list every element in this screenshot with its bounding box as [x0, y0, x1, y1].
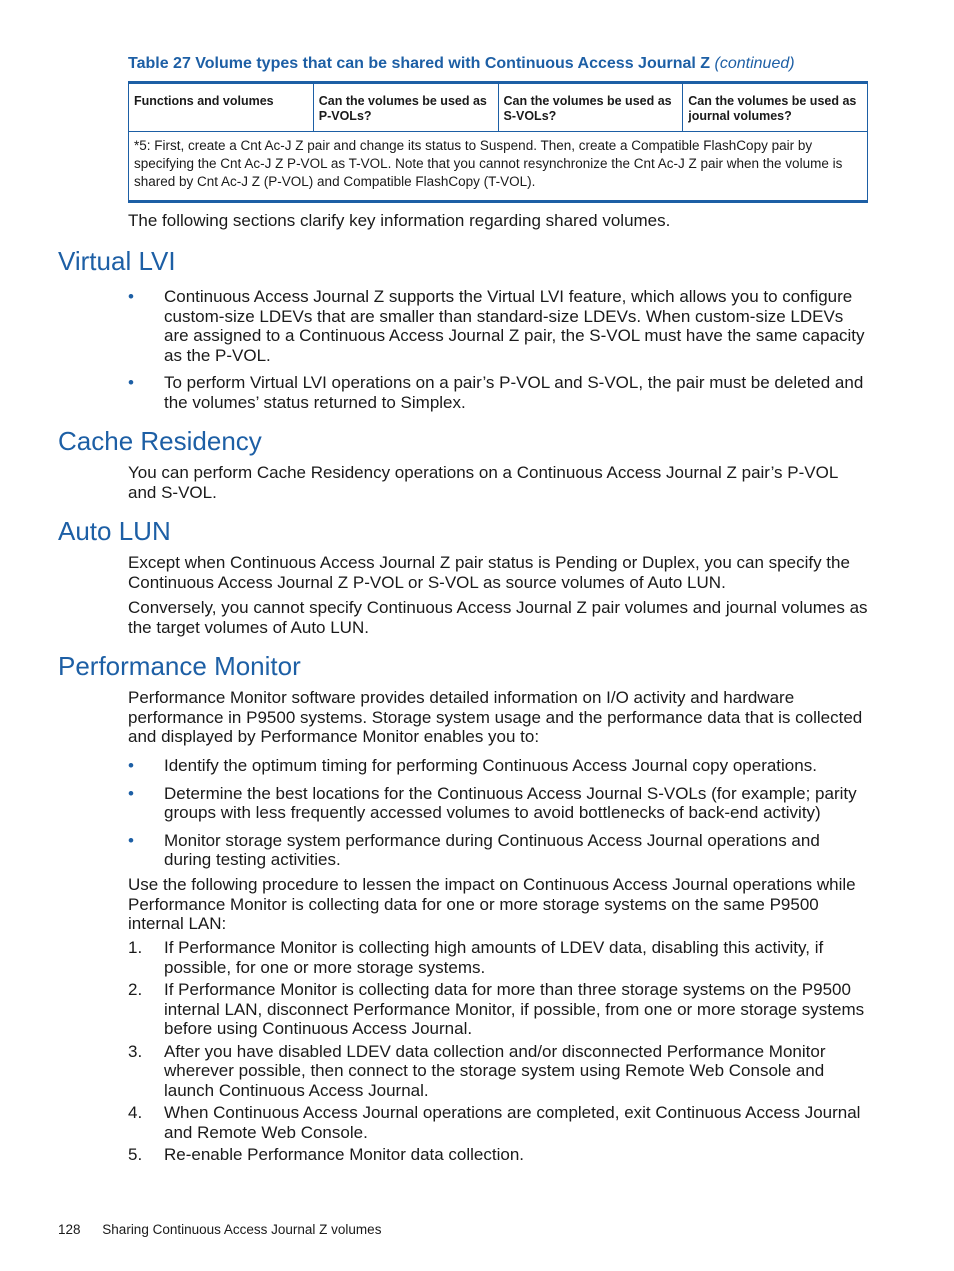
procedure-intro: Use the following procedure to lessen the impact on Continuous Access Journal operations while Performance Monitor is collecting data for one or more storage systems on the same P9500 internal LAN: — [128, 875, 856, 933]
list-item — [128, 756, 868, 776]
footer-section-title: Sharing Continuous Access Journal Z volumes — [102, 1222, 382, 1237]
bullet-dot-icon: • — [128, 756, 134, 775]
step-text: Re-enable Performance Monitor data collection. — [164, 1145, 525, 1164]
step-number: 4. — [128, 1103, 143, 1122]
heading-auto-lun: Auto LUN — [58, 516, 171, 546]
list-item-text: Continuous Access Journal Z supports the Virtual LVI feature, which allows you to configure custom-size LDEVs that are smaller than standard-size LDEVs. When custom-size LDEVs are assigned to a Continuous Access Journal Z pair, the S-VOL must have the same capacity as the P-VOL. — [164, 287, 865, 365]
step-text: After you have disabled LDEV data collection and/or disconnected Performance Monitor wherever possible, then connect to the storage system using Remote Web Console and launch Continuous Access Journal. — [164, 1041, 826, 1100]
table-row — [129, 132, 868, 202]
list-item — [128, 980, 868, 1039]
list-item — [128, 1042, 868, 1101]
list-item-text: Identify the optimum timing for performing Continuous Access Journal copy operations. — [164, 756, 817, 775]
list-item — [128, 1103, 868, 1142]
list-item — [128, 784, 868, 823]
bullet-dot-icon: • — [128, 373, 134, 392]
header-journal-volumes: Can the volumes be used as journal volumes? — [683, 83, 868, 132]
step-number: 5. — [128, 1145, 143, 1164]
intro-paragraph: The following sections clarify key information regarding shared volumes. — [128, 211, 671, 230]
cache-residency-paragraph: You can perform Cache Residency operations on a Continuous Access Journal Z pair’s P-VOL and S-VOL. — [128, 463, 838, 502]
step-text: If Performance Monitor is collecting data for more than three storage systems on the P9500 internal LAN, disconnect Performance Monitor, if possible, from one or more storage systems before using Continuous Access Journal. — [164, 980, 865, 1038]
header-functions-volumes: Functions and volumes — [129, 83, 314, 132]
step-number: 2. — [128, 980, 143, 999]
table-caption-continued: (continued) — [714, 55, 795, 72]
heading-virtual-lvi: Virtual LVI — [58, 246, 176, 276]
list-item — [128, 1145, 868, 1165]
table-note: *5: First, create a Cnt Ac-J Z pair and change its status to Suspend. Then, create a Compatible FlashCopy pair by specifying the Cnt Ac-J Z P-VOL as T-VOL. Note that you cannot resynchronize the Cnt Ac-J Z pair when the volume is shared by Cnt Ac-J Z (P-VOL) and Compatible FlashCopy (T-VOL). — [129, 132, 868, 202]
bullet-dot-icon: • — [128, 783, 134, 803]
heading-performance-monitor: Performance Monitor — [58, 651, 301, 681]
heading-cache-residency: Cache Residency — [58, 426, 262, 456]
step-number: 3. — [128, 1041, 143, 1061]
header-pvols: Can the volumes be used as P-VOLs? — [313, 83, 498, 132]
auto-lun-paragraph-1: Except when Continuous Access Journal Z pair status is Pending or Duplex, you can specify the Continuous Access Journal Z P-VOL or S-VOL as source volumes of Auto LUN. — [128, 553, 850, 592]
step-text: If Performance Monitor is collecting high amounts of LDEV data, disabling this activity, if possible, for one or more storage systems. — [164, 938, 824, 977]
header-svols: Can the volumes be used as S-VOLs? — [498, 83, 683, 132]
page-footer — [58, 1222, 381, 1237]
list-item — [128, 831, 868, 870]
list-item-text: Determine the best locations for the Continuous Access Journal S-VOLs (for example; parity groups with less frequently accessed volumes to avoid bottlenecks of back-end activity) — [164, 783, 857, 822]
list-item-text: To perform Virtual LVI operations on a pair’s P-VOL and S-VOL, the pair must be deleted and the volumes’ status returned to Simplex. — [164, 373, 864, 412]
procedure-steps — [128, 938, 868, 1165]
list-item — [128, 373, 868, 412]
list-item — [128, 938, 868, 977]
shared-volumes-table — [128, 81, 868, 203]
list-item — [128, 287, 868, 365]
bullet-dot-icon: • — [128, 830, 134, 850]
auto-lun-paragraph-2: Conversely, you cannot specify Continuous Access Journal Z pair volumes and journal volumes as the target volumes of Auto LUN. — [128, 598, 868, 637]
list-item-text: Monitor storage system performance during Continuous Access Journal operations and during testing activities. — [164, 830, 820, 869]
step-number: 1. — [128, 938, 143, 957]
table-caption — [128, 55, 868, 73]
step-text: When Continuous Access Journal operations are completed, exit Continuous Access Journal and Remote Web Console. — [164, 1103, 861, 1142]
table-header-row — [129, 83, 868, 132]
performance-monitor-list — [128, 756, 868, 870]
performance-monitor-intro: Performance Monitor software provides detailed information on I/O activity and hardware performance in P9500 systems. Storage system usage and the performance data that is collected and displayed by Performance Monitor enables you to: — [128, 688, 863, 746]
bullet-dot-icon: • — [128, 287, 134, 306]
table-caption-title: Table 27 Volume types that can be shared with Continuous Access Journal Z — [128, 55, 711, 72]
virtual-lvi-list — [128, 287, 868, 412]
page-number: 128 — [58, 1222, 81, 1237]
